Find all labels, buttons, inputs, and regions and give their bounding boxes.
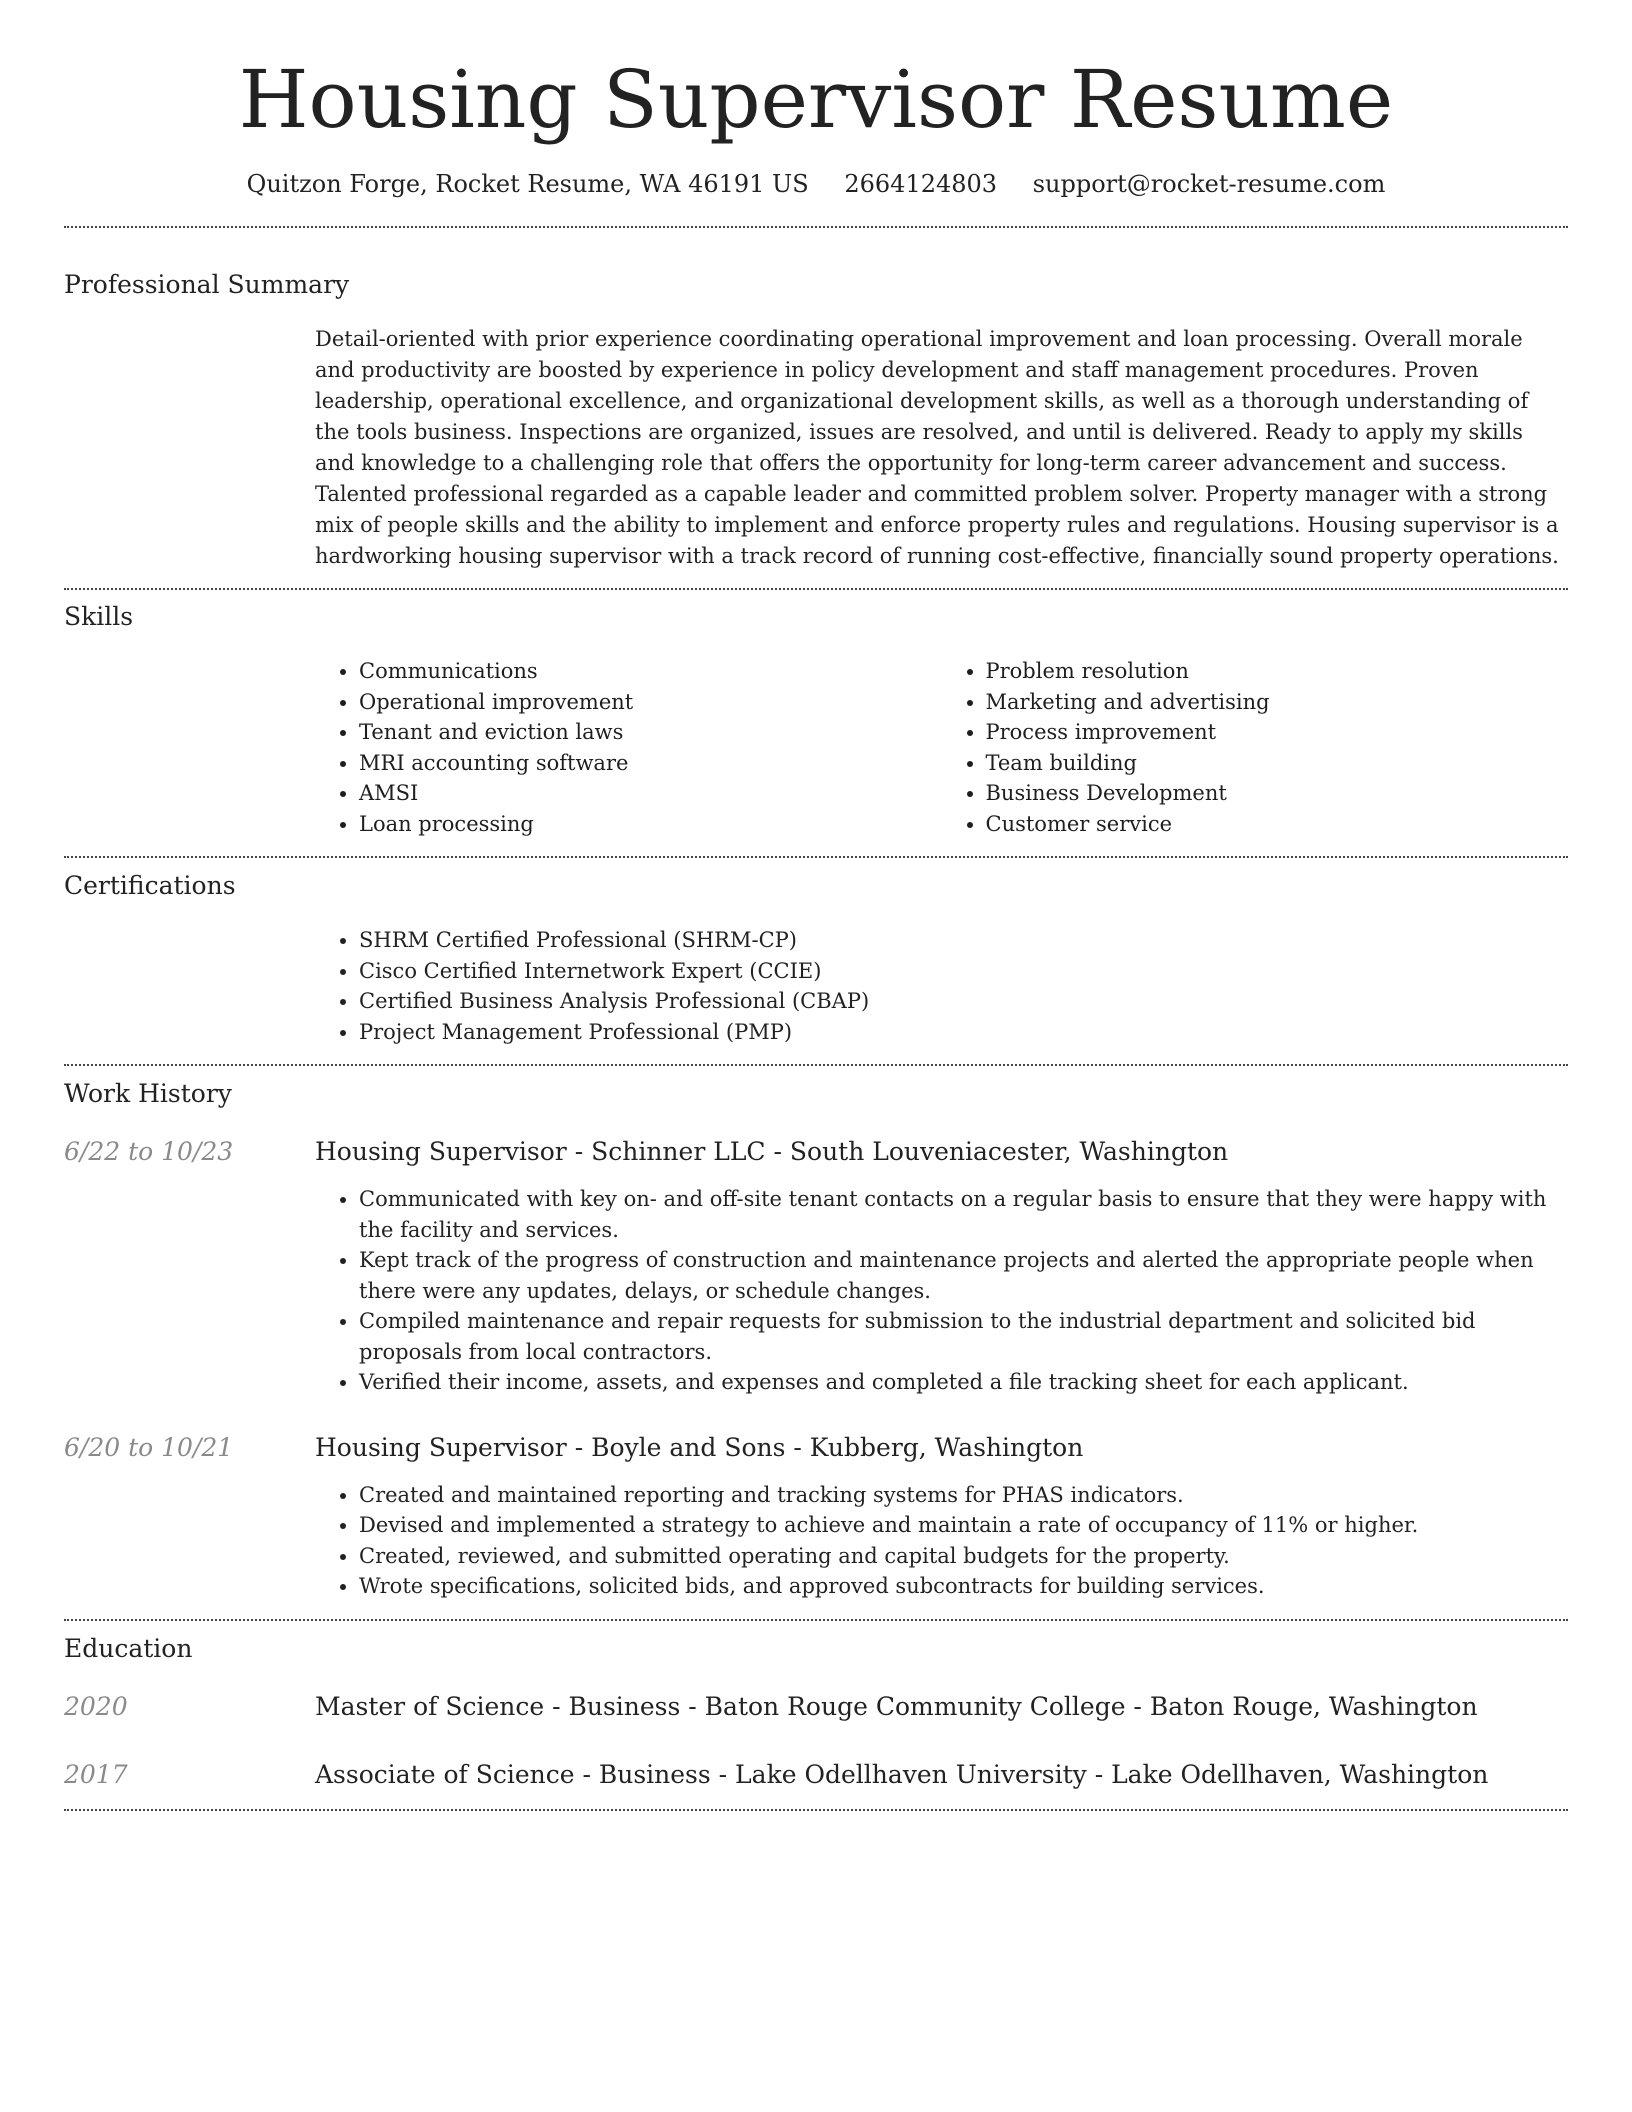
job-dates: 6/20 to 10/21 — [64, 1432, 234, 1462]
certifications-section — [315, 925, 1568, 1047]
job-bullet: • Created, reviewed, and submitted operating and capital budgets for the property. — [359, 1541, 1568, 1572]
work-heading: Work History — [64, 1079, 232, 1108]
summary-text: Detail-oriented with prior experience coordinating operational improvement and loan processing. Overall morale and productivity are boosted by experience in policy development and staff management procedures. Proven leadership, operational excellence, and organizational development skills, as well as a thorough understanding of the tools business. Inspections are organized, issues are resolved, and until is delivered. Ready to apply my skills and knowledge to a challenging role that offers the opportunity for long-term career advancement and success. Talented professional regarded as a capable leader and committed problem solver. Property manager with a strong mix of people skills and the ability to implement and enforce property rules and regulations. Housing supervisor is a hardworking housing supervisor with a track record of running cost-effective, financially sound property operations. — [315, 327, 1559, 568]
education-year: 2017 — [64, 1759, 128, 1789]
skill-item: • AMSI — [359, 778, 942, 809]
certification-item: • Cisco Certified Internetwork Expert (CCIE) — [359, 956, 1568, 987]
divider — [64, 588, 1568, 590]
skill-item: • MRI accounting software — [359, 748, 942, 779]
skill-item: • Tenant and eviction laws — [359, 717, 942, 748]
certification-item: • Certified Business Analysis Professional (CBAP) — [359, 986, 1568, 1017]
skill-item: • Process improvement — [986, 717, 1569, 748]
skill-item: • Communications — [359, 656, 942, 687]
skill-item: • Customer service — [986, 809, 1569, 840]
divider — [64, 1064, 1568, 1066]
certifications-heading: Certifications — [64, 871, 236, 900]
summary-section — [315, 324, 1568, 572]
skill-item: • Team building — [986, 748, 1569, 779]
job-bullet: • Verified their income, assets, and expenses and completed a file tracking sheet for each applicant. — [359, 1367, 1568, 1398]
job-entry — [64, 1432, 1568, 1602]
divider — [64, 856, 1568, 858]
divider — [64, 1809, 1568, 1811]
skill-item: • Marketing and advertising — [986, 687, 1569, 718]
education-title: Master of Science - Business - Baton Rouge Community College - Baton Rouge, Washington — [315, 1691, 1478, 1721]
certification-item: • Project Management Professional (PMP) — [359, 1017, 1568, 1048]
education-entry — [64, 1759, 1568, 1791]
skill-item: • Operational improvement — [359, 687, 942, 718]
job-title: Housing Supervisor - Schinner LLC - South Louveniacester, Washington — [315, 1137, 1229, 1166]
summary-heading: Professional Summary — [64, 270, 350, 299]
education-year: 2020 — [64, 1691, 128, 1721]
certification-item: • SHRM Certified Professional (SHRM-CP) — [359, 925, 1568, 956]
education-heading: Education — [64, 1633, 193, 1663]
skills-column-left — [315, 656, 942, 839]
contact-address: Quitzon Forge, Rocket Resume, WA 46191 US — [246, 170, 809, 198]
job-bullet: • Compiled maintenance and repair requests for submission to the industrial department and solicited bid proposals from local contractors. — [359, 1306, 1568, 1367]
divider — [64, 226, 1568, 228]
contact-email: support@rocket-resume.com — [1032, 170, 1386, 198]
job-bullet: • Wrote specifications, solicited bids, and approved subcontracts for building services. — [359, 1571, 1568, 1602]
skill-item: • Loan processing — [359, 809, 942, 840]
job-bullets — [315, 1480, 1568, 1602]
skill-item: • Business Development — [986, 778, 1569, 809]
job-bullet: • Created and maintained reporting and tracking systems for PHAS indicators. — [359, 1480, 1568, 1511]
skills-heading: Skills — [64, 602, 134, 631]
job-dates: 6/22 to 10/23 — [64, 1137, 234, 1166]
divider — [64, 1619, 1568, 1621]
education-title: Associate of Science - Business - Lake Odellhaven University - Lake Odellhaven, Washington — [315, 1759, 1489, 1789]
job-title: Housing Supervisor - Boyle and Sons - Kubberg, Washington — [315, 1432, 1084, 1462]
job-bullet: • Communicated with key on- and off-site tenant contacts on a regular basis to ensure that they were happy with the facility and services. — [359, 1184, 1568, 1245]
page-title: Housing Supervisor Resume — [238, 53, 1394, 146]
skills-column-right — [942, 656, 1569, 839]
job-entry — [64, 1136, 1568, 1398]
contact-line — [64, 168, 1568, 200]
education-entry — [64, 1691, 1568, 1723]
job-bullet: • Kept track of the progress of construction and maintenance projects and alerted the appropriate people when there were any updates, delays, or schedule changes. — [359, 1245, 1568, 1306]
skill-item: • Problem resolution — [986, 656, 1569, 687]
job-bullet: • Devised and implemented a strategy to achieve and maintain a rate of occupancy of 11% or higher. — [359, 1510, 1568, 1541]
resume-page — [64, 0, 1568, 1811]
certifications-list — [315, 925, 1568, 1047]
skills-list — [315, 656, 1568, 839]
job-bullets — [315, 1184, 1568, 1398]
contact-phone: 2664124803 — [844, 170, 998, 198]
